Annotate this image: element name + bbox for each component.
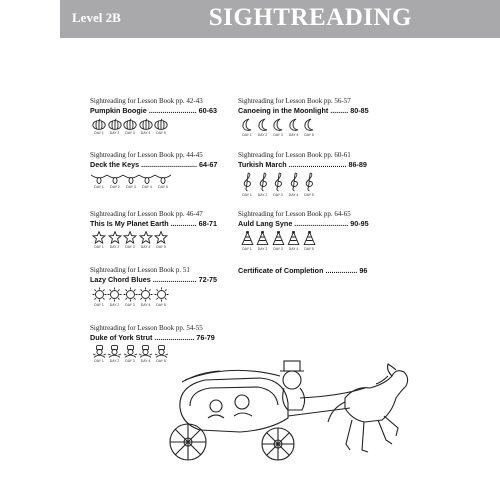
day-label: DAY 5 — [156, 359, 166, 363]
certificate-entry: Certificate of Completion ................ 96 — [238, 266, 368, 275]
day-label: DAY 3 — [273, 133, 283, 137]
day-5-checkbox[interactable] — [154, 172, 172, 189]
section-subtitle: Sightreading for Lesson Book pp. 44-45 — [90, 151, 203, 159]
day-label: DAY 2 — [110, 185, 120, 189]
day-checkboxes — [90, 172, 217, 196]
section-pumpkin-boogie — [90, 97, 217, 142]
day-label: DAY 4 — [140, 131, 151, 135]
day-label: DAY 1 — [94, 245, 104, 249]
level-label: Level 2B — [72, 10, 121, 25]
section-title: Duke of York Strut .................... 76-79 — [90, 333, 215, 342]
snowman-carriage-icon — [160, 358, 415, 470]
day-checkboxes — [238, 118, 369, 142]
toy-soldier-icon — [152, 345, 170, 358]
section-title: Canoeing in the Moonlight ......... 80-85 — [238, 106, 369, 115]
day-label: DAY 1 — [94, 185, 104, 189]
day-label: DAY 4 — [140, 303, 151, 307]
treble-clef-icon — [300, 172, 318, 192]
day-label: DAY 3 — [273, 247, 283, 251]
section-subtitle: Sightreading for Lesson Book p. 51 — [90, 266, 190, 274]
day-label: DAY 3 — [125, 131, 135, 135]
section-planet-earth — [90, 210, 217, 255]
day-label: DAY 4 — [288, 133, 299, 137]
section-auld-lang-syne — [238, 210, 369, 255]
section-title: Turkish March ............................. 86-89 — [238, 160, 367, 169]
day-5-checkbox[interactable] — [152, 287, 170, 307]
day-label: DAY 3 — [125, 359, 135, 363]
section-subtitle: Sightreading for Lesson Book pp. 42-43 — [90, 97, 203, 105]
section-title: Lazy Chord Blues ...................... 72-75 — [90, 275, 218, 284]
section-deck-the-keys — [90, 151, 217, 196]
day-label: DAY 1 — [242, 247, 252, 251]
day-label: DAY 5 — [158, 185, 168, 189]
section-subtitle: Sightreading for Lesson Book pp. 54-55 — [90, 324, 203, 332]
day-label: DAY 3 — [126, 185, 136, 189]
day-label: DAY 2 — [109, 245, 120, 249]
day-label: DAY 4 — [140, 245, 151, 249]
day-checkboxes — [90, 231, 217, 255]
day-label: DAY 5 — [304, 133, 314, 137]
day-label: DAY 4 — [142, 185, 152, 189]
day-label: DAY 3 — [125, 245, 135, 249]
day-label: DAY 3 — [125, 303, 135, 307]
section-subtitle: Sightreading for Lesson Book pp. 60-61 — [238, 151, 351, 159]
day-5-checkbox[interactable] — [152, 231, 170, 249]
day-label: DAY 1 — [242, 193, 252, 197]
day-label: DAY 1 — [94, 359, 104, 363]
day-label: DAY 4 — [140, 359, 151, 363]
section-subtitle: Sightreading for Lesson Book pp. 46-47 — [90, 210, 203, 218]
day-label: DAY 4 — [288, 247, 299, 251]
section-turkish-march — [238, 151, 367, 202]
day-checkboxes — [238, 172, 367, 202]
sun-icon — [152, 287, 170, 302]
section-title: This Is My Planet Earth ............. 68-71 — [90, 219, 218, 228]
day-label: DAY 1 — [94, 303, 104, 307]
day-label: DAY 2 — [109, 359, 120, 363]
day-label: DAY 2 — [257, 247, 268, 251]
day-label: DAY 1 — [242, 133, 252, 137]
day-label: DAY 2 — [109, 303, 120, 307]
day-checkboxes — [90, 118, 217, 142]
moon-icon — [300, 118, 318, 132]
section-title: Deck the Keys ............................ 64-67 — [90, 160, 218, 169]
page-title: SIGHTREADING — [208, 4, 412, 31]
day-label: DAY 1 — [94, 131, 104, 135]
day-checkboxes — [90, 287, 217, 311]
section-canoeing — [238, 97, 369, 142]
day-checkboxes — [238, 231, 369, 255]
section-title: Pumpkin Boogie ........................ 60-63 — [90, 106, 218, 115]
party-hat-icon — [300, 231, 318, 246]
day-label: DAY 5 — [304, 247, 314, 251]
pumpkin-icon — [152, 118, 170, 130]
section-subtitle: Sightreading for Lesson Book pp. 64-65 — [238, 210, 351, 218]
day-label: DAY 2 — [257, 193, 268, 197]
section-subtitle: Sightreading for Lesson Book pp. 56-57 — [238, 97, 351, 105]
day-label: DAY 3 — [273, 193, 283, 197]
section-title: Auld Lang Syne ........................... 90-95 — [238, 219, 369, 228]
section-lazy-chord-blues — [90, 266, 217, 311]
day-5-checkbox[interactable] — [300, 118, 318, 137]
day-5-checkbox[interactable] — [300, 172, 318, 197]
christmas-lights-icon — [154, 172, 172, 184]
star-icon — [152, 231, 170, 244]
day-label: DAY 5 — [156, 303, 166, 307]
day-label: DAY 2 — [109, 131, 120, 135]
day-5-checkbox[interactable] — [300, 231, 318, 251]
day-label: DAY 4 — [288, 193, 299, 197]
day-label: DAY 5 — [304, 193, 314, 197]
day-label: DAY 2 — [257, 133, 268, 137]
day-5-checkbox[interactable] — [152, 118, 170, 135]
day-label: DAY 5 — [156, 245, 166, 249]
day-label: DAY 5 — [156, 131, 166, 135]
